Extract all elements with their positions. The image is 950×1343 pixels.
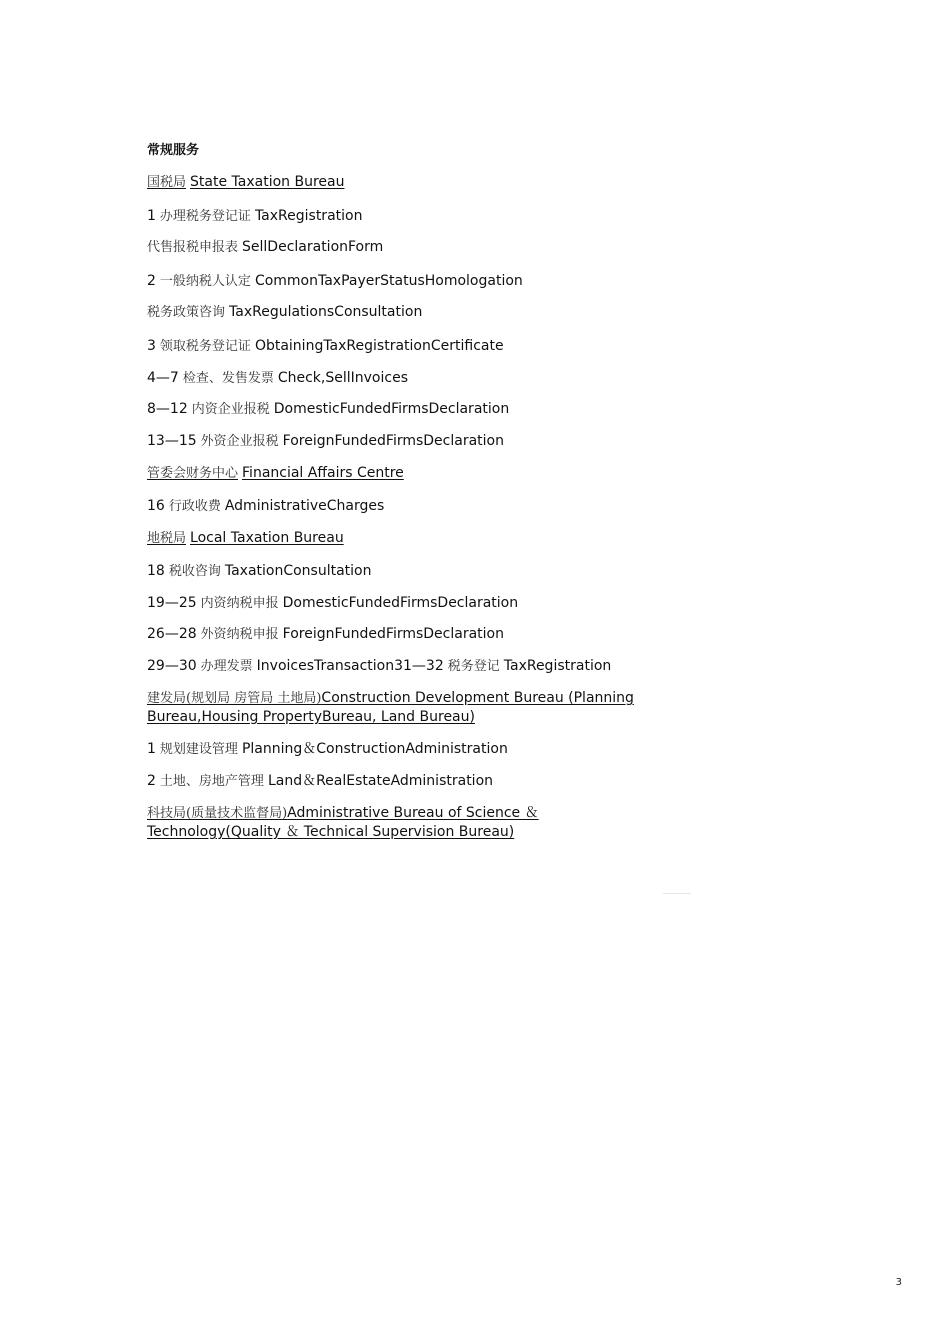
item-zh: 税收咨询 [168, 564, 221, 579]
item-zh: 行政收费 [168, 499, 221, 514]
item-zh-2: 税务登记 [447, 659, 500, 674]
item-zh: 领取税务登记证 [159, 339, 251, 354]
item-zh: 内资纳税申报 [200, 596, 279, 611]
item-en: Check,SellInvoices [277, 370, 408, 386]
item-en: TaxRegistration [254, 208, 363, 224]
list-item [147, 740, 687, 759]
list-item [147, 497, 687, 516]
page-number: 3 [895, 1277, 902, 1288]
item-zh: 税务政策咨询 [147, 305, 226, 320]
item-en: Administrative Bureau of Science ＆ Technology(Quality ＆ Technical Supervision Bureau) [147, 805, 539, 840]
item-num: 1 [147, 741, 156, 757]
item-zh: 科技局(质量技术监督局) [147, 806, 288, 821]
item-zh: 规划建设管理 [159, 742, 238, 757]
list-item [147, 272, 687, 291]
item-en: Local Taxation Bureau [190, 530, 344, 546]
item-zh: 管委会财务中心 [147, 466, 239, 481]
item-zh: 检查、发售发票 [182, 371, 274, 386]
item-en: DomesticFundedFirmsDeclaration [273, 401, 510, 417]
item-zh: 外资纳税申报 [200, 627, 279, 642]
item-en: ObtainingTaxRegistrationCertificate [254, 338, 504, 354]
item-en: CommonTaxPayerStatusHomologation [254, 273, 523, 289]
item-zh: 建发局(规划局 房管局 土地局) [147, 691, 322, 706]
divider [663, 893, 691, 894]
item-zh: 内资企业报税 [191, 402, 270, 417]
item-en-2: TaxRegistration [503, 658, 612, 674]
list-item [147, 173, 687, 192]
item-zh: 国税局 [147, 175, 187, 190]
item-zh: 外资企业报税 [200, 434, 279, 449]
list-item [147, 432, 687, 451]
item-zh: 办理税务登记证 [159, 209, 251, 224]
item-num: 3 [147, 338, 156, 354]
item-en: AdministrativeCharges [224, 498, 385, 514]
item-zh: 办理发票 [200, 659, 253, 674]
item-en: TaxRegulationsConsultation [229, 304, 423, 320]
list-item [147, 657, 687, 676]
list-item [147, 625, 687, 644]
item-num: 13—15 [147, 433, 197, 449]
item-en: State Taxation Bureau [190, 174, 345, 190]
item-en: TaxationConsultation [224, 563, 372, 579]
item-num: 8—12 [147, 401, 188, 417]
list-item [147, 369, 687, 388]
item-en: DomesticFundedFirmsDeclaration [282, 595, 519, 611]
item-num: 4—7 [147, 370, 179, 386]
list-item [147, 772, 687, 791]
list-item [147, 303, 687, 322]
list-item [147, 594, 687, 613]
list-item [147, 400, 687, 419]
item-en: Financial Affairs Centre [242, 465, 404, 481]
item-num: 2 [147, 773, 156, 789]
item-zh: 地税局 [147, 531, 187, 546]
list-item [147, 529, 687, 548]
item-en: ForeignFundedFirmsDeclaration [282, 626, 504, 642]
item-en: ForeignFundedFirmsDeclaration [282, 433, 504, 449]
item-num: 2 [147, 273, 156, 289]
list-item [147, 562, 687, 581]
list-item [147, 238, 687, 257]
list-item [147, 689, 667, 727]
section-heading: 常规服务 [147, 143, 200, 158]
item-en: Land＆RealEstateAdministration [267, 773, 494, 789]
list-item [147, 337, 687, 356]
item-num: 1 [147, 208, 156, 224]
list-item [147, 804, 667, 842]
item-zh: 土地、房地产管理 [159, 774, 264, 789]
item-num: 18 [147, 563, 165, 579]
item-en: Construction Development Bureau (Planning Bureau,Housing PropertyBureau, Land Bureau) [147, 690, 634, 725]
list-item [147, 207, 687, 226]
list-item [147, 464, 687, 483]
item-en: InvoicesTransaction31—32 [256, 658, 444, 674]
item-en: SellDeclarationForm [242, 239, 384, 255]
item-zh: 一般纳税人认定 [159, 274, 251, 289]
item-num: 16 [147, 498, 165, 514]
item-en: Planning＆ConstructionAdministration [241, 741, 508, 757]
item-num: 26—28 [147, 626, 197, 642]
item-num: 19—25 [147, 595, 197, 611]
item-zh: 代售报税申报表 [147, 240, 239, 255]
item-num: 29—30 [147, 658, 197, 674]
